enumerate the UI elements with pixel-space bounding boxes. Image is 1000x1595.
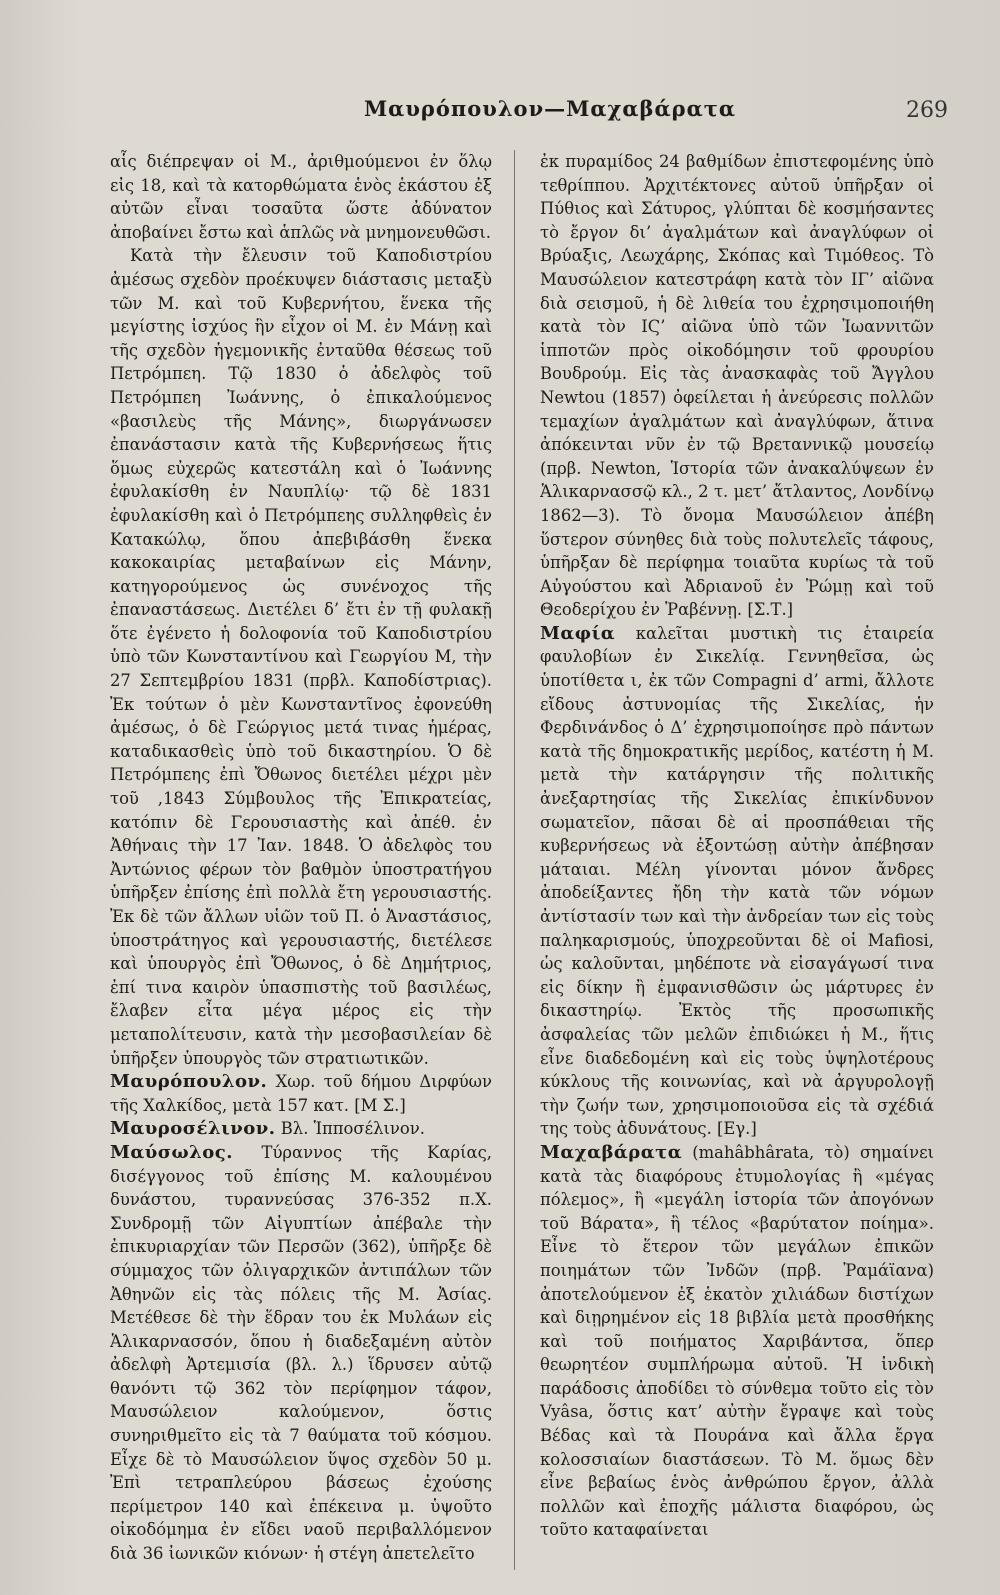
- entry-headword: Μαύσωλος.: [110, 1141, 234, 1163]
- entry-headword: Μαυρόπουλον.: [110, 1071, 268, 1093]
- paragraph: ἐκ πυραμίδος 24 βαθμίδων ἐπιστεφομένης ὑπὸ τεθρίππου. Ἀρχιτέκτονες αὐτοῦ ὑπῆρξαν οἱ Πύθιος καὶ Σάτυρος, γλύπται δὲ κοσμήσαντες τὸ ἔργον δι’ ἀγαλμάτων καὶ ἀναγλύφων οἱ Βρύαξις, Λεωχάρης, Σκόπας καὶ Τιμόθεος. Τὸ Μαυσώλειον κατεστράφη κατὰ τὸν ΙΓ’ αἰῶνα διὰ σεισμοῦ, ἡ δὲ λιθεία του ἐχρησιμοποιήθη κατὰ τὸν ΙϚ’ αἰῶνα ὑπὸ τῶν Ἰωαννιτῶν ἱπποτῶν πρὸς οἰκοδόμησιν τοῦ φρουρίου Βουδρούμ. Εἰς τὰς ἀνασκαφὰς τοῦ Ἄγγλου Newtou (1857) ὀφείλεται ἡ ἀνεύρεσις πολλῶν τεμαχίων ἀγαλμάτων καὶ ἀναγλύφων, ἅτινα ἀπόκεινται νῦν ἐν τῷ Βρεταννικῷ μουσείῳ (πρβ. Newton, Ἱστορία τῶν ἀνακαλύψεων ἐν Ἁλικαρνασσῷ κλ., 2 τ. μετ’ ἄτλαντος, Λονδίνῳ 1862—3). Τὸ ὄνομα Μαυσώλειον ἀπέβη ὕστερον σύνηθες διὰ τοὺς πολυτελεῖς τάφους, ὑπῆρξαν δὲ περίφημα τοιαῦτα κυρίως τὰ τοῦ Αὐγούστου καὶ Ἀδριανοῦ ἐν Ῥώμῃ καὶ τοῦ Θεοδερίχου ἐν Ῥαβέννῃ. [Σ.Τ.]: [540, 152, 934, 620]
- paragraph: Κατὰ τὴν ἔλευσιν τοῦ Καποδιστρίου ἀμέσως σχεδὸν προέκυψεν διάστασις μεταξὺ τῶν Μ. καὶ τοῦ Κυβερνήτου, ἕνεκα τῆς μεγίστης ἰσχύος ἣν εἶχον οἱ Μ. ἐν Μάνῃ καὶ τῆς σχεδὸν ἡγεμονικῆς ἐνταῦθα θέσεως τοῦ Πετρόμπεη. Τῷ 1830 ὁ ἀδελφὸς τοῦ Πετρόμπεη Ἰωάννης, ὁ ἐπικαλούμενος «βασιλεὺς τῆς Μάνης», διωργάνωσεν ἐπανάστασιν κατὰ τῆς Κυβερνήσεως ἥτις ὅμως εὐχερῶς κατεστάλη καὶ ὁ Ἰωάννης ἐφυλακίσθη ἐν Ναυπλίῳ· τῷ δὲ 1831 ἐφυλακίσθη καὶ ὁ Πετρόμπεης συλληφθεὶς ἐν Κατακώλῳ, ὅπου ἀπεβιβάσθη ἕνεκα κακοκαιρίας μεταβαίνων εἰς Μάνην, κατηγορούμενος ὡς συνένοχος τῆς ἐπαναστάσεως. Διετέλει δ’ ἔτι ἐν τῇ φυλακῇ ὅτε ἐγένετο ἡ δολοφονία τοῦ Καποδιστρίου ὑπὸ τῶν Κωνσταντίνου καὶ Γεωργίου Μ, τὴν 27 Σεπτεμβρίου 1831 (πρβλ. Καποδίστριας). Ἐκ τούτων ὁ μὲν Κωνσταντῖνος ἐφονεύθη ἀμέσως, ὁ δὲ Γεώργιος μετά τινας ἡμέρας, καταδικασθεὶς ὑπὸ τοῦ δικαστηρίου. Ὁ δὲ Πετρόμπεης ἐπὶ Ὄθωνος διετέλει μέχρι μὲν τοῦ ,1843 Σύμβουλος τῆς Ἐπικρατείας, κατόπιν δὲ Γερουσιαστὴς καὶ ἀπέθ. ἐν Ἀθήναις τὴν 17 Ἰαν. 1848. Ὁ ἀδελφὸς του Ἀντώνιος φέρων τὸν βαθμὸν ὑποστρατήγου ὑπῆρξεν ἐπίσης ἐπὶ πολλὰ ἔτη γερουσιαστής. Ἐκ δὲ τῶν ἄλλων υἱῶν τοῦ Π. ὁ Ἀναστάσιος, ὑποστράτηγος καὶ γερουσιαστής, διετέλεσε καὶ ὑπουργὸς ἐπὶ Ὄθωνος, ὁ δὲ Δημήτριος, ἐπί τινα καιρὸν ὑπασπιστὴς τοῦ βασιλέως, ἔλαβεν εἶτα μέγα μέρος εἰς τὴν μεταπολίτευσιν, κατὰ τὴν μεσοβασιλείαν δὲ ὑπῆρξεν ὑπουργὸς τῶν στρατιωτικῶν.: [110, 246, 492, 1068]
- column-divider: [514, 150, 515, 1570]
- entry-mavropoulon: [110, 1070, 492, 1117]
- left-column: [110, 150, 492, 1570]
- entry-mafia: [540, 622, 934, 1141]
- entry-text: καλεῖται μυστικὴ τις ἑταιρεία φαυλοβίων ἐν Σικελίᾳ. Γεννηθεῖσα, ὡς ὑποτίθετα ι, ἐκ τῶν Compagni d’ armi, ἄλλοτε εἴδους ἀστυνομίας τῆς Σικελίας, ἡν Φερδινάνδος ὁ Δ’ ἐχρησιμοποίησε πρὸ πάντων κατὰ τῆς δημοκρατικῆς μερίδος, κατέστη ἡ Μ. μετὰ τὴν κατάργησιν τῆς πολιτικῆς ἀνεξαρτησίας τῆς Σικελίας ἐπικίνδυνον σωματεῖον, πᾶσαι δὲ αἱ προσπάθειαι τῆς κυβερνήσεως νὰ ἐξοντώσῃ αὐτὴν ἀπέβησαν μάταιαι. Μέλη γίνονται μόνον ἄνδρες ἀποδείξαντες ἤδη τὴν κατὰ τῶν νόμων ἀντίστασίν των καὶ τὴν ἀνδρείαν των εἰς τοὺς παληκαρισμούς, ὑποχρεοῦνται δὲ οἱ Mafiosi, ὡς καλοῦνται, μηδέποτε νὰ εἰσαγάγωσί τινα εἰς δίκην ἢ ἐμφανισθῶσιν ὡς μάρτυρες ἐν δικαστηρίῳ. Ἐκτὸς τῆς προσωπικῆς ἀσφαλείας τῶν μελῶν ἐπιδιώκει ἡ Μ., ἥτις εἶνε διαδεδομένη καὶ εἰς τοὺς ὑψηλοτέρους κύκλους τῆς κοινωνίας, καὶ νὰ ἀργυρολογῇ τὴν ζωήν των, χρησιμοποιοῦσα εἰς τὰ σχέδιά της τοὺς ἀδυνάτους. [Εγ.]: [540, 623, 934, 1139]
- entry-text: Χωρ. τοῦ δήμου Διρφύων τῆς Χαλκίδος, μετὰ 157 κατ. [Μ Σ.]: [110, 1072, 492, 1115]
- paragraph: αἷς διέπρεψαν οἱ Μ., ἀριθμούμενοι ἐν ὅλῳ εἰς 18, καὶ τὰ κατορθώματα ἑνὸς ἑκάστου ἐξ αὐτῶν εἶναι τοσαῦτα ὥστε ἀδύνατον ἀποβαίνει ἔστω καὶ ἁπλῶς νὰ μνημονευθῶσι.: [110, 152, 492, 242]
- entry-mavroselinon: [110, 1117, 492, 1141]
- page-number: 269: [906, 98, 948, 123]
- entry-headword: Μαφία: [540, 622, 616, 644]
- entry-text: Βλ. Ἱπποσέλινον.: [275, 1119, 425, 1139]
- running-head: Μαυρόπουλον—Μαχαβάρατα: [363, 96, 737, 121]
- page-header: [0, 96, 1000, 136]
- right-column: [540, 150, 934, 1570]
- entry-text: (mahâbhârata, τὸ) σημαίνει κατὰ τὰς διαφόρους ἐτυμολογίας ἢ «μέγας πόλεμος», ἢ «μεγάλη ἱστορία τῶν ἀπογόνων τοῦ Βάρατα», ἢ τέλος «βαρύτατον ποίημα». Εἶνε τὸ ἕτερον τῶν μεγάλων ἐπικῶν ποιημάτων τῶν Ἰνδῶν (πρβ. Ῥαμάϊανα) ἀποτελούμενον ἐξ ἑκατὸν χιλιάδων διστίχων καὶ διῃρημένον εἰς 18 βιβλία μετὰ προσθήκης καὶ τοῦ ποιήματος Χαριβάντσα, ὅπερ θεωρητέον συμπλήρωμα αὐτοῦ. Ἡ ἰνδικὴ παράδοσις ἀποδίδει τὸ σύνθεμα τοῦτο εἰς τὸν Vyâsa, ὅστις κατ’ αὐτὴν ἔγραψε καὶ τοὺς Βέδας καὶ τὰ Πουράνα καὶ ἄλλα ἔργα κολοσσιαίων διαστάσεων. Τὸ Μ. ὅμως δὲν εἶνε βεβαίως ἑνὸς ἀνθρώπου ἔργον, ἀλλὰ πολλῶν καὶ ἐποχῆς μάλιστα διαφόρου, ὡς τοῦτο καταφαίνεται: [540, 1142, 934, 1540]
- entry-mausolos: [110, 1141, 492, 1566]
- entry-mahabharata: [540, 1141, 934, 1542]
- entry-headword: Μαχαβάρατα: [540, 1141, 683, 1163]
- entry-text: Τύραννος τῆς Καρίας, δισέγγονος τοῦ ἐπίσης Μ. καλουμένου δυνάστου, τυραννεύσας 376-352 π.Χ. Συνδρομῇ τῶν Αἰγυπτίων ἀπέβαλε τὴν ἐπικυριαρχίαν τῶν Περσῶν (362), ὑπῆρξε δὲ σύμμαχος τῶν ὀλιγαρχικῶν ἀντιπάλων τῶν Ἀθηνῶν εἰς τὰς πόλεις τῆς Μ. Ἀσίας. Μετέθεσε δὲ τὴν ἕδραν του ἐκ Μυλάων εἰς Ἁλικαρνασσόν, ὅπου ἡ διαδεξαμένη αὐτὸν ἀδελφὴ Ἀρτεμισία (βλ. λ.) ἵδρυσεν αὐτῷ θανόντι τῷ 362 τὸν περίφημον τάφον, Μαυσώλειον καλούμενον, ὅστις συνηριθμεῖτο εἰς τὰ 7 θαύματα τοῦ κόσμου. Εἶχε δὲ τὸ Μαυσώλειον ὕψος σχεδὸν 50 μ. Ἐπὶ τετραπλεύρου βάσεως ἐχούσης περίμετρον 140 καὶ ἐπέκεινα μ. ὑψοῦτο οἰκοδόμημα ἐν εἴδει ναοῦ περιβαλλόμενον διὰ 36 ἰωνικῶν κιόνων· ἡ στέγη ἀπετελεῖτο: [110, 1142, 492, 1564]
- entry-headword: Μαυροσέλινον.: [110, 1118, 276, 1140]
